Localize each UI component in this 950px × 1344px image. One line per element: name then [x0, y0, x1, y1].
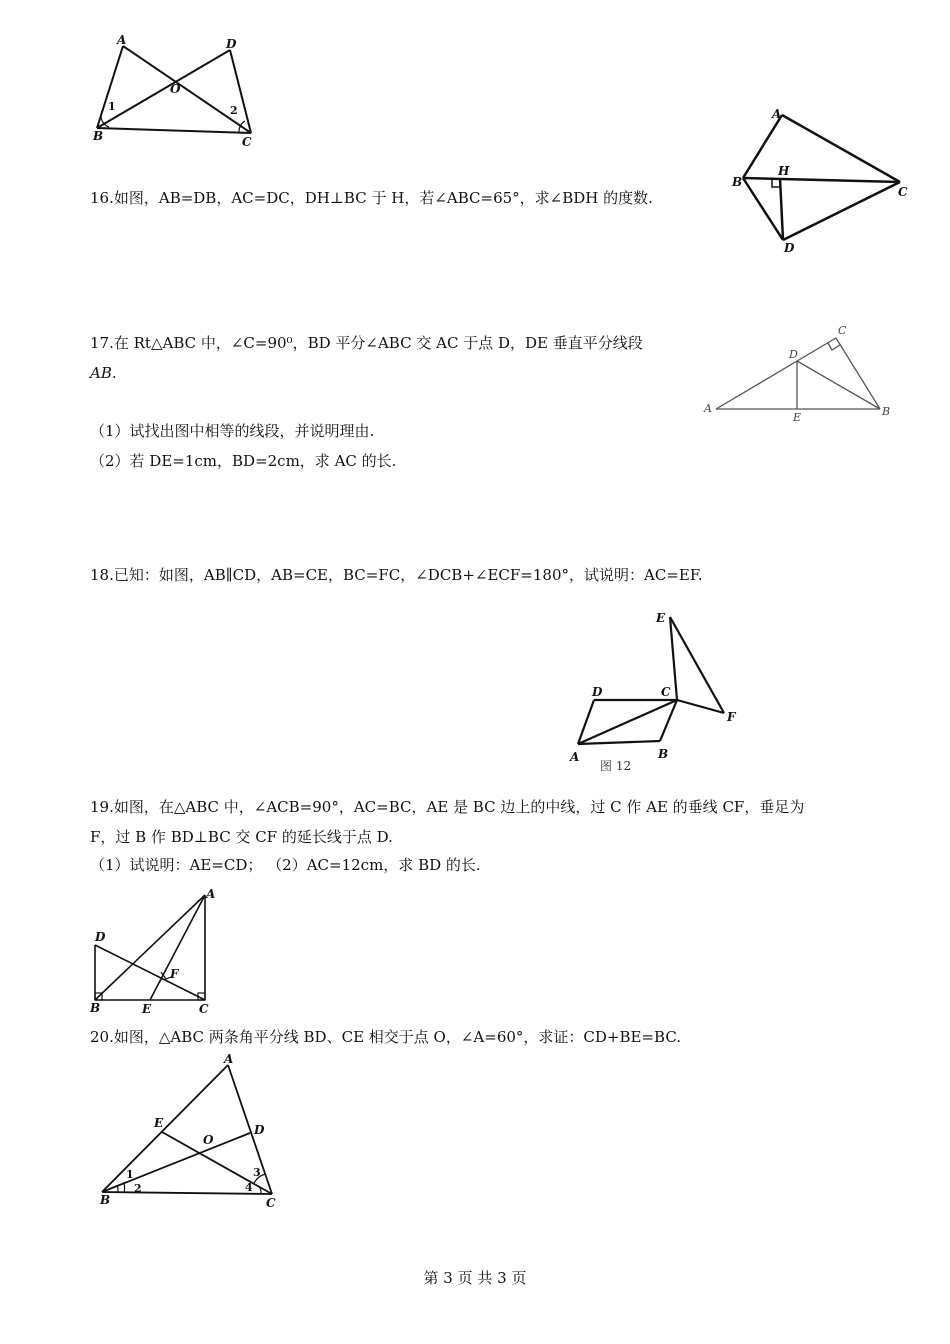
label-B: B — [100, 1193, 111, 1207]
label-B: B — [93, 129, 104, 143]
problem-20-text: 20.如图，△ABC 两条角平分线 BD、CE 相交于点 O，∠A=60°，求证：CD+BE=BC. — [90, 1028, 682, 1046]
figure-20-angle-bisectors — [90, 1050, 300, 1215]
problem-19-line2: F，过 B 作 BD⊥BC 交 CF 的延长线于点 D. — [90, 828, 393, 846]
figure-18-parallelogram — [560, 600, 760, 780]
label-C: C — [838, 324, 847, 337]
problem-18-text: 18.已知：如图，AB∥CD，AB=CE，BC=FC，∠DCB+∠ECF=180°，试说明：AC=EF. — [90, 566, 703, 584]
label-H: H — [778, 164, 790, 178]
label-E: E — [793, 411, 802, 424]
label-E: E — [142, 1002, 152, 1016]
label-D: D — [592, 685, 603, 699]
figure-17-right-triangle — [700, 320, 905, 430]
label-B: B — [90, 1001, 101, 1015]
problem-17-line2: AB. — [90, 364, 117, 382]
problem-19-line1: 19.如图，在△ABC 中，∠ACB=90°，AC=BC，AE 是 BC 边上的中线，过 C 作 AE 的垂线 CF，垂足为 — [90, 798, 805, 816]
problem-19-question: （1）试说明：AE=CD； （2）AC=12cm，求 BD 的长. — [90, 856, 481, 874]
label-A: A — [206, 887, 216, 901]
angle-2-label: 2 — [134, 1182, 142, 1195]
angle-3-label: 3 — [253, 1166, 261, 1179]
label-D: D — [95, 930, 106, 944]
problem-16-text: 16.如图，AB=DB，AC=DC，DH⊥BC 于 H，若∠ABC=65°，求∠BDH 的度数. — [90, 189, 653, 207]
label-C: C — [266, 1196, 276, 1210]
label-A: A — [570, 750, 580, 764]
label-D: D — [254, 1123, 265, 1137]
label-O: O — [203, 1133, 214, 1147]
label-C: C — [199, 1002, 209, 1016]
problem-17-question-2: （2）若 DE=1cm，BD=2cm，求 AC 的长. — [90, 452, 397, 470]
figure-16-kite — [725, 100, 915, 260]
angle-4-label: 4 — [245, 1181, 253, 1194]
label-E: E — [656, 611, 666, 625]
label-F: F — [727, 710, 736, 724]
figure-15-triangles — [80, 30, 270, 150]
page-footer: 第 3 页 共 3 页 — [423, 1269, 527, 1287]
label-O: O — [170, 82, 181, 96]
label-A: A — [224, 1052, 234, 1066]
figure-19-right-triangle — [85, 885, 225, 1020]
label-A: A — [704, 402, 712, 415]
label-A: A — [772, 107, 782, 121]
label-F: F — [170, 967, 179, 981]
problem-17-question-1: （1）试找出图中相等的线段，并说明理由. — [90, 422, 375, 440]
label-C: C — [661, 685, 671, 699]
label-C: C — [242, 135, 252, 149]
angle-1-label: 1 — [126, 1168, 134, 1181]
label-E: E — [154, 1116, 164, 1130]
label-D: D — [226, 37, 237, 51]
label-B: B — [658, 747, 669, 761]
label-D: D — [789, 348, 798, 361]
figure-caption: 图 12 — [600, 759, 632, 773]
label-A: A — [117, 33, 127, 47]
label-C: C — [898, 185, 908, 199]
label-B: B — [882, 405, 891, 418]
label-D: D — [784, 241, 795, 255]
angle-2-label: 2 — [230, 104, 238, 117]
angle-1-label: 1 — [108, 100, 116, 113]
label-B: B — [732, 175, 743, 189]
problem-17-line1: 17.在 Rt△ABC 中，∠C=90⁰，BD 平分∠ABC 交 AC 于点 D，DE 垂直平分线段 — [90, 334, 643, 352]
